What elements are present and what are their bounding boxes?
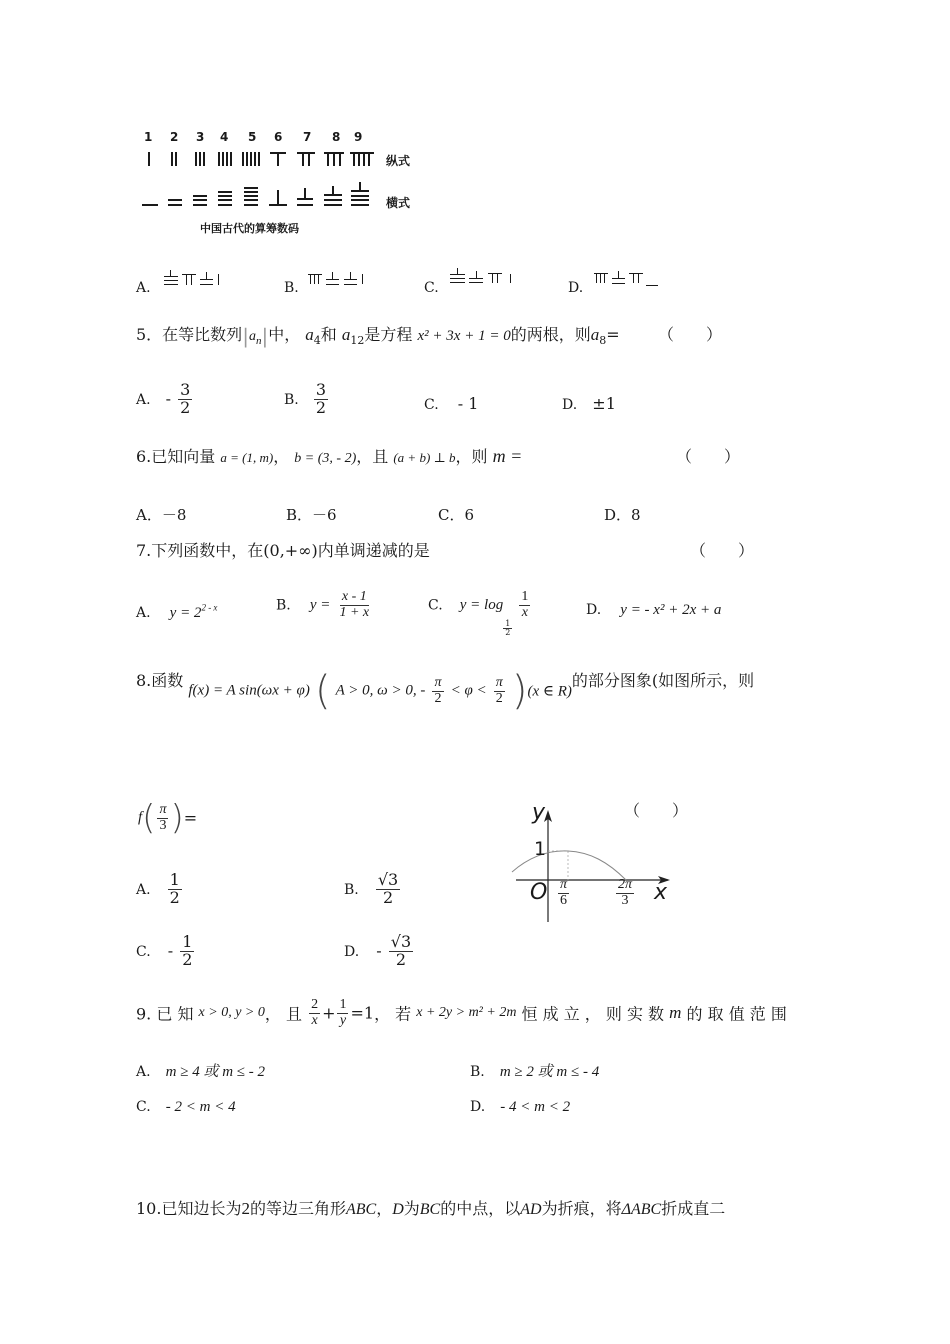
q9-ruo: ， 若 [374, 1004, 412, 1024]
q6-text1: 6.已知向量 [136, 447, 216, 466]
q9-option-a-label: A. [136, 1064, 151, 1080]
q7-b-fraction [337, 590, 371, 620]
horizontal-style-label: 横式 [386, 196, 411, 210]
q5-stem: 5．在等比数列$|a_n|$中， $a_4$和 $a_{12}$是方程 x² + 3x + 1 = 0的两根，则$a_8=$ [136, 324, 620, 348]
q8-pi-third [157, 803, 168, 833]
rod-digit-5: 5 [248, 130, 257, 144]
q5-a12-sub: 12 [350, 334, 365, 348]
q5-b-den: 2 [315, 397, 327, 417]
q10-t7: 折成直二 [661, 1199, 726, 1218]
q10-t3: ， [376, 1199, 393, 1218]
q6-option-a[interactable]: A．－8 [136, 506, 187, 524]
q8-d-sign: - [376, 940, 382, 960]
q8-option-a[interactable] [136, 872, 184, 907]
q8-right-paren: ) [511, 668, 528, 714]
q9-frac-2x [309, 998, 320, 1028]
q8-option-c-label: C. [136, 943, 151, 960]
q7-a-exponent: 2 - x [201, 602, 218, 613]
q8-option-a-label: A. [136, 881, 151, 898]
q6-vector-b: b = (3, - 2) [294, 451, 357, 466]
q9-cond: x > 0, y > 0 [198, 1005, 265, 1021]
q5-option-c[interactable] [424, 394, 478, 413]
q9-option-a[interactable] [136, 1060, 265, 1081]
q10-t2: 的等边三角形 [249, 1199, 346, 1218]
q8-text1: 8.函数 [136, 671, 184, 690]
q5-option-d[interactable] [562, 394, 616, 413]
q6-stem: 6.已知向量 a = (1, m)， b = (3, - 2)，且 (a + b) ⊥ b，则 m = [136, 446, 523, 466]
graph-x-label: x [654, 880, 668, 905]
q8-neg-pi-half [432, 676, 443, 706]
q8-function: f(x) = A sin(ωx + φ) [188, 682, 310, 699]
q4-option-b-rods [308, 270, 368, 290]
q8-b-den: 2 [382, 887, 394, 907]
q8-paren-r: ) [170, 798, 184, 838]
q6-answer-paren: （ ） [676, 447, 741, 466]
q8-c-den: 2 [182, 949, 193, 969]
graph-tick-pi6 [558, 878, 569, 908]
q6-vector-a: a = (1, m) [220, 450, 274, 465]
q7-c-base-den: 2 [505, 628, 511, 638]
q8-pi-b: π [495, 674, 503, 690]
q5-option-d-value: ±1 [592, 394, 616, 413]
q5-option-a-label: A. [136, 391, 151, 408]
q8-c-fraction [180, 934, 194, 969]
q8-phi-ineq: < φ < [450, 682, 487, 699]
q5-a-den: 2 [180, 397, 191, 417]
q8-c-sign: - [167, 940, 174, 960]
q8-cond1: A > 0, ω > 0, - [335, 682, 426, 699]
q10-abc: ABC [345, 1201, 377, 1218]
q7-c-fraction [519, 590, 530, 620]
q7-b-num: x - 1 [341, 589, 367, 604]
graph-tick-2pi3 [616, 878, 634, 908]
graph-curve [512, 851, 626, 880]
q10-t1: 10.已知边长为 [136, 1199, 242, 1218]
q8-pi-half [494, 676, 505, 706]
q9-option-b-label: B. [470, 1064, 485, 1080]
graph-one-label: 1 [534, 838, 547, 860]
q10-stem [136, 1196, 725, 1219]
q10-t5: 的中点，以 [440, 1199, 521, 1218]
q8-stem-line2 [138, 798, 197, 838]
rod-digit-6: 6 [274, 130, 283, 144]
q6-ze: ，则 [455, 447, 488, 466]
q4-option-a-rods [162, 270, 222, 290]
q6-option-c[interactable]: C．6 [438, 506, 475, 524]
q5-he: 和 [320, 325, 337, 344]
q5-a8: a [590, 325, 600, 344]
q8-two-a: 2 [434, 690, 442, 706]
q7-option-b-label: B. [276, 597, 291, 614]
q9-f1-num: 2 [311, 997, 319, 1012]
q4-option-d-rods [594, 270, 660, 290]
q7-option-a-label: A. [136, 605, 151, 621]
q5-a12: a [341, 325, 351, 344]
q8-d-num: √3 [390, 932, 412, 951]
graph-2pi3-num: 2π [618, 877, 633, 892]
q7-b-den: 1 + x [339, 604, 370, 620]
q6-option-b[interactable]: B．－6 [286, 506, 337, 524]
q5-b-num: 3 [315, 380, 327, 399]
q4-option-a-label[interactable]: A. [136, 280, 151, 296]
q7-answer-paren: （ ） [690, 541, 755, 560]
q5-option-b[interactable] [284, 382, 330, 417]
q4-option-c-label[interactable]: C. [424, 280, 439, 296]
q5-seq: a [248, 329, 256, 344]
q8-b-fraction [376, 872, 400, 907]
rod-numeral-figure [140, 128, 420, 238]
q8-c-num: 1 [182, 932, 193, 951]
q6-m: m = [492, 446, 523, 466]
rod-figure-caption: 中国古代的算筹数码 [200, 222, 299, 235]
q8-equals: = [183, 808, 198, 828]
q5-option-a[interactable] [136, 382, 194, 417]
q9-b-expr: m ≥ 2 或 m ≤ - 4 [499, 1064, 600, 1080]
q8-pi3-num: π [159, 801, 167, 817]
q7-b-lhs: y = [309, 596, 331, 613]
q10-d: D [392, 1201, 404, 1218]
q4-option-c-rods [450, 268, 516, 290]
q8-text2: 的部分图象(如图所示，则 [571, 671, 755, 690]
q7-a-expr: y = 2 [169, 605, 202, 621]
q8-option-d-label: D. [344, 943, 360, 960]
q8-cond2: (x ∈ R) [527, 683, 572, 700]
q6-option-d[interactable]: D．8 [604, 506, 641, 524]
q6-qie: ，且 [356, 447, 389, 466]
q8-b-num: √3 [377, 870, 399, 889]
q9-f2-num: 1 [339, 997, 347, 1012]
q5-option-d-label: D. [562, 397, 578, 413]
q9-text2: 恒 成 立 ， 则 实 数 [521, 1004, 665, 1024]
q7-c-den: x [521, 604, 529, 620]
q7-c-base-num: 1 [505, 618, 511, 628]
q5-option-c-label: C. [424, 397, 439, 413]
q9-text3: 的 取 值 范 围 [686, 1004, 787, 1024]
q8-f: f [138, 809, 143, 826]
q10-bc: BC [419, 1201, 441, 1218]
q7-option-a[interactable] [136, 592, 217, 622]
q8-d-den: 2 [395, 949, 407, 969]
q8-pi-a: π [434, 674, 442, 690]
q9-c-expr: - 2 < m < 4 [165, 1099, 236, 1115]
q10-t4: 为 [403, 1199, 420, 1218]
q7-option-c[interactable] [428, 590, 532, 637]
q9-stem [136, 998, 787, 1028]
rod-digit-9: 9 [354, 130, 363, 144]
q5-a4-sub: 4 [313, 334, 321, 348]
q9-option-c[interactable] [136, 1096, 236, 1116]
q7-option-c-label: C. [428, 597, 443, 614]
q10-two: 2 [241, 1199, 250, 1218]
q8-a-num: 1 [169, 870, 180, 889]
q7-option-d[interactable] [586, 592, 721, 619]
horizontal-rods [140, 186, 380, 216]
rod-digit-3: 3 [196, 130, 205, 144]
graph-origin-label: O [530, 880, 548, 905]
q7-c-base [503, 620, 512, 638]
q4-option-b-label[interactable]: B. [284, 280, 299, 296]
q4-option-d-label[interactable]: D. [568, 280, 584, 296]
q7-d-expr: y = - x² + 2x + a [620, 602, 722, 618]
rod-digit-8: 8 [332, 130, 341, 144]
q8-pi3-den: 3 [159, 817, 167, 833]
q9-inequality: x + 2y > m² + 2m [416, 1005, 517, 1021]
q10-t6: 为折痕，将 [541, 1199, 622, 1218]
graph-pi6-den: 6 [560, 892, 567, 908]
q5-text1: 5．在等比数列 [136, 325, 243, 344]
q7-option-b[interactable] [276, 590, 373, 620]
q9-eq1: =1 [350, 1003, 375, 1023]
rod-digit-4: 4 [220, 130, 229, 144]
q8-stem-line1 [136, 668, 754, 714]
q9-option-b[interactable] [470, 1060, 599, 1081]
q9-qie: ， 且 [264, 1004, 302, 1024]
q8-option-b-label: B. [344, 881, 359, 898]
q9-d-expr: - 4 < m < 2 [500, 1099, 571, 1115]
q5-option-b-fraction [314, 382, 328, 417]
q9-frac-1y [337, 998, 348, 1028]
rod-digit-2: 2 [170, 130, 179, 144]
vertical-style-label: 纵式 [386, 154, 411, 168]
q8-paren-l: ( [142, 798, 156, 838]
q5-option-b-label: B. [284, 391, 299, 408]
q7-stem: 7.下列函数中，在(0,+∞)内单调递减的是 [136, 541, 430, 560]
q9-m: m [669, 1003, 682, 1023]
q7-c-num: 1 [521, 589, 529, 604]
q5-a-num: 3 [180, 380, 191, 399]
q8-left-paren: ( [314, 668, 331, 714]
q10-ad: AD [520, 1201, 542, 1218]
q7-c-lhs: y = log [459, 596, 504, 613]
graph-pi6-num: π [560, 877, 568, 892]
q5-option-a-sign: - [165, 388, 172, 408]
q9-plus: + [322, 1003, 336, 1023]
q5-option-c-value: - 1 [457, 394, 479, 413]
q8-option-b[interactable] [344, 872, 402, 907]
q7-option-d-label: D. [586, 602, 602, 618]
q5-option-a-fraction [178, 382, 192, 417]
rod-digit-1: 1 [144, 130, 153, 144]
q8-d-fraction [389, 934, 413, 969]
graph-y-label: y [532, 800, 546, 825]
q5-zhong: 中， [268, 325, 301, 344]
q8-a-fraction [168, 872, 182, 907]
q9-f1-den: x [311, 1012, 318, 1028]
q8-option-d[interactable] [344, 934, 415, 969]
q5-seq-sub: n [255, 335, 262, 348]
q9-a-expr: m ≥ 4 或 m ≤ - 2 [165, 1064, 266, 1080]
q8-answer-paren: （ ） [624, 801, 689, 820]
q10-triangle: ΔABC [621, 1201, 662, 1218]
q5-equals: = [606, 325, 620, 344]
q6-perp-condition: (a + b) ⊥ b [393, 450, 456, 465]
q8-a-den: 2 [169, 887, 180, 907]
q5-a8-sub: 8 [599, 334, 607, 348]
q5-a4: a [305, 325, 314, 344]
q5-text2: 是方程 [364, 325, 413, 344]
q9-option-d-label: D. [470, 1099, 486, 1115]
q9-text1: 9. 已 知 [136, 1004, 194, 1024]
q9-option-c-label: C. [136, 1099, 151, 1115]
rod-digit-7: 7 [303, 130, 312, 144]
q5-answer-paren: （ ） [658, 325, 723, 344]
q9-f2-den: y [339, 1012, 347, 1028]
q5-text3: 的两根，则 [510, 325, 591, 344]
q8-option-c[interactable] [136, 934, 196, 969]
vertical-rods [140, 150, 380, 170]
q8-two-b: 2 [495, 690, 503, 706]
q9-option-d[interactable] [470, 1096, 570, 1116]
q5-equation: x² + 3x + 1 = 0 [417, 328, 511, 344]
graph-2pi3-den: 3 [621, 892, 629, 908]
